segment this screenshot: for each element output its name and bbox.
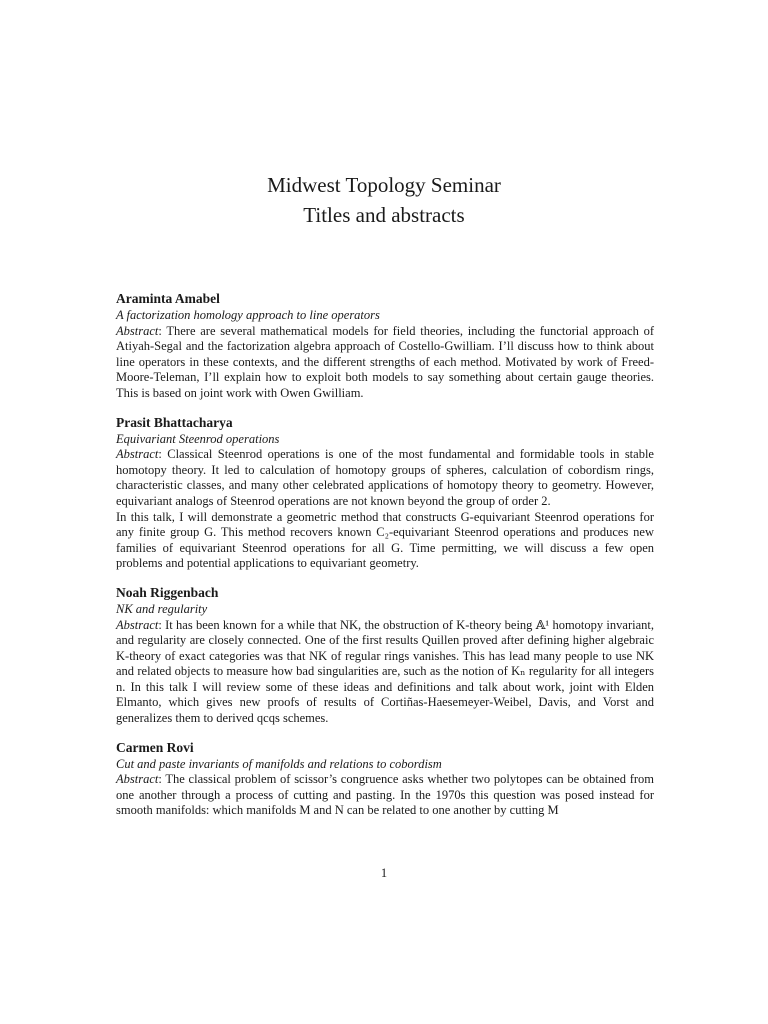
speaker-name: Noah Riggenbach — [116, 584, 219, 600]
speaker-name: Carmen Rovi — [116, 739, 194, 755]
abstract-label: Abstract — [116, 447, 159, 462]
abstract-text: It has been known for a while that NK, the obstruction of K-theory being 𝔸¹ homotopy invariant, and regularity are closely connected. One of the first results Quillen proved after defining higher algebraic K-theory of exact categories was that NK of regular rings vanishes. This has lead many people to use NK and related objects to measure how bad singularities are, such as the notion of Kₙ regularity for all integers n. In this talk I will review some of these ideas and definitions and talk about work, joint with Elden Elmanto, which gives new proofs of results of Cortiñas-Haesemeyer-Weibel, Davis, and Vorst and generalizes them to derived qcqs schemes. — [116, 617, 654, 726]
abstract-paragraph: Abstract: It has been known for a while that NK, the obstruction of K-theory being 𝔸¹ homotopy invariant, and regularity are closely connected. One of the first results Quillen proved after defining higher algebraic K-theory of exact categories was that NK of regular rings vanishes. This has lead many people to use NK and related objects to measure how bad singularities are, such as the notion of Kₙ regularity for all integers n. In this talk I will review some of these ideas and definitions and talk about work, joint with Elden Elmanto, which gives new proofs of results of Cortiñas-Haesemeyer-Weibel, Davis, and Vorst and generalizes them to derived qcqs schemes. — [116, 617, 654, 726]
abstract-paragraph: Abstract: Classical Steenrod operations is one of the most fundamental and formidable tools in stable homotopy theory. It led to calculation of homotopy groups of spheres, calculation of cobordism rings, characteristic classes, and many other celebrated applications of homotopy theory to geometry. However, equivariant analogs of Steenrod operations are not known beyond the group of order 2. — [116, 447, 654, 508]
talk-title: NK and regularity — [116, 601, 208, 616]
abstract-paragraph: Abstract: The classical problem of scissor’s congruence asks whether two polytopes can be obtained from one another through a process of cutting and pasting. In the 1970s this question was posed instead for smooth manifolds: which manifolds M and N can be related to one another by cutting M — [116, 772, 654, 818]
document-header — [0, 170, 768, 230]
abstract-label: Abstract — [116, 772, 159, 787]
talk-entry — [116, 584, 654, 727]
abstract-text: The classical problem of scissor’s congruence asks whether two polytopes can be obtained from one another through a process of cutting and pasting. In the 1970s this question was posed instead for smooth manifolds: which manifolds M and N can be related to one another by cutting M — [116, 772, 654, 818]
speaker-name: Araminta Amabel — [116, 291, 220, 306]
talk-entry — [116, 414, 654, 572]
abstract-paragraph: In this talk, I will demonstrate a geometric method that constructs G-equivariant Steenrod operations for any finite group G. This method recovers known C₂-equivariant Steenrod operations and produces new families of equivariant Steenrod operations for all G. Time permitting, we will discuss a few open problems and potential applications to equivariant geometry. — [116, 509, 654, 571]
page-number: 1 — [380, 866, 388, 880]
abstract-label: Abstract — [116, 617, 159, 632]
talk-title: A factorization homology approach to line operators — [116, 308, 380, 322]
talks-list — [116, 290, 654, 831]
talk-title: Cut and paste invariants of manifolds and relations to cobordism — [116, 756, 442, 771]
talk-entry — [116, 739, 654, 819]
abstract-label: Abstract — [116, 323, 159, 338]
talk-entry — [116, 290, 654, 402]
abstract-text: There are several mathematical models for field theories, including the functorial approach of Atiyah-Segal and the factorization algebra approach of Costello-Gwilliam. I’ll discuss how to think about line operators in these contexts, and the different strengths of each method. Motivated by work of Freed-Moore-Teleman, I’ll explain how to exploit both models to say something about certain gauge theories. This is based on joint work with Owen Gwilliam. — [116, 323, 654, 400]
document-subtitle: Titles and abstracts — [303, 203, 465, 227]
speaker-name: Prasit Bhattacharya — [116, 414, 233, 430]
abstract-text: Classical Steenrod operations is one of the most fundamental and formidable tools in stable homotopy theory. It led to calculation of homotopy groups of spheres, calculation of cobordism rings, characteristic classes, and many other celebrated applications of homotopy theory to geometry. However, equivariant analogs of Steenrod operations are not known beyond the group of order 2. — [116, 447, 654, 508]
talk-title: Equivariant Steenrod operations — [116, 431, 280, 446]
seminar-title: Midwest Topology Seminar — [267, 173, 501, 197]
abstract-paragraph: Abstract: There are several mathematical models for field theories, including the functorial approach of Atiyah-Segal and the factorization algebra approach of Costello-Gwilliam. I’ll discuss how to think about line operators in these contexts, and the different strengths of each method. Motivated by work of Freed-Moore-Teleman, I’ll explain how to exploit both models to say something about certain gauge theories. This is based on joint work with Owen Gwilliam. — [116, 323, 654, 400]
